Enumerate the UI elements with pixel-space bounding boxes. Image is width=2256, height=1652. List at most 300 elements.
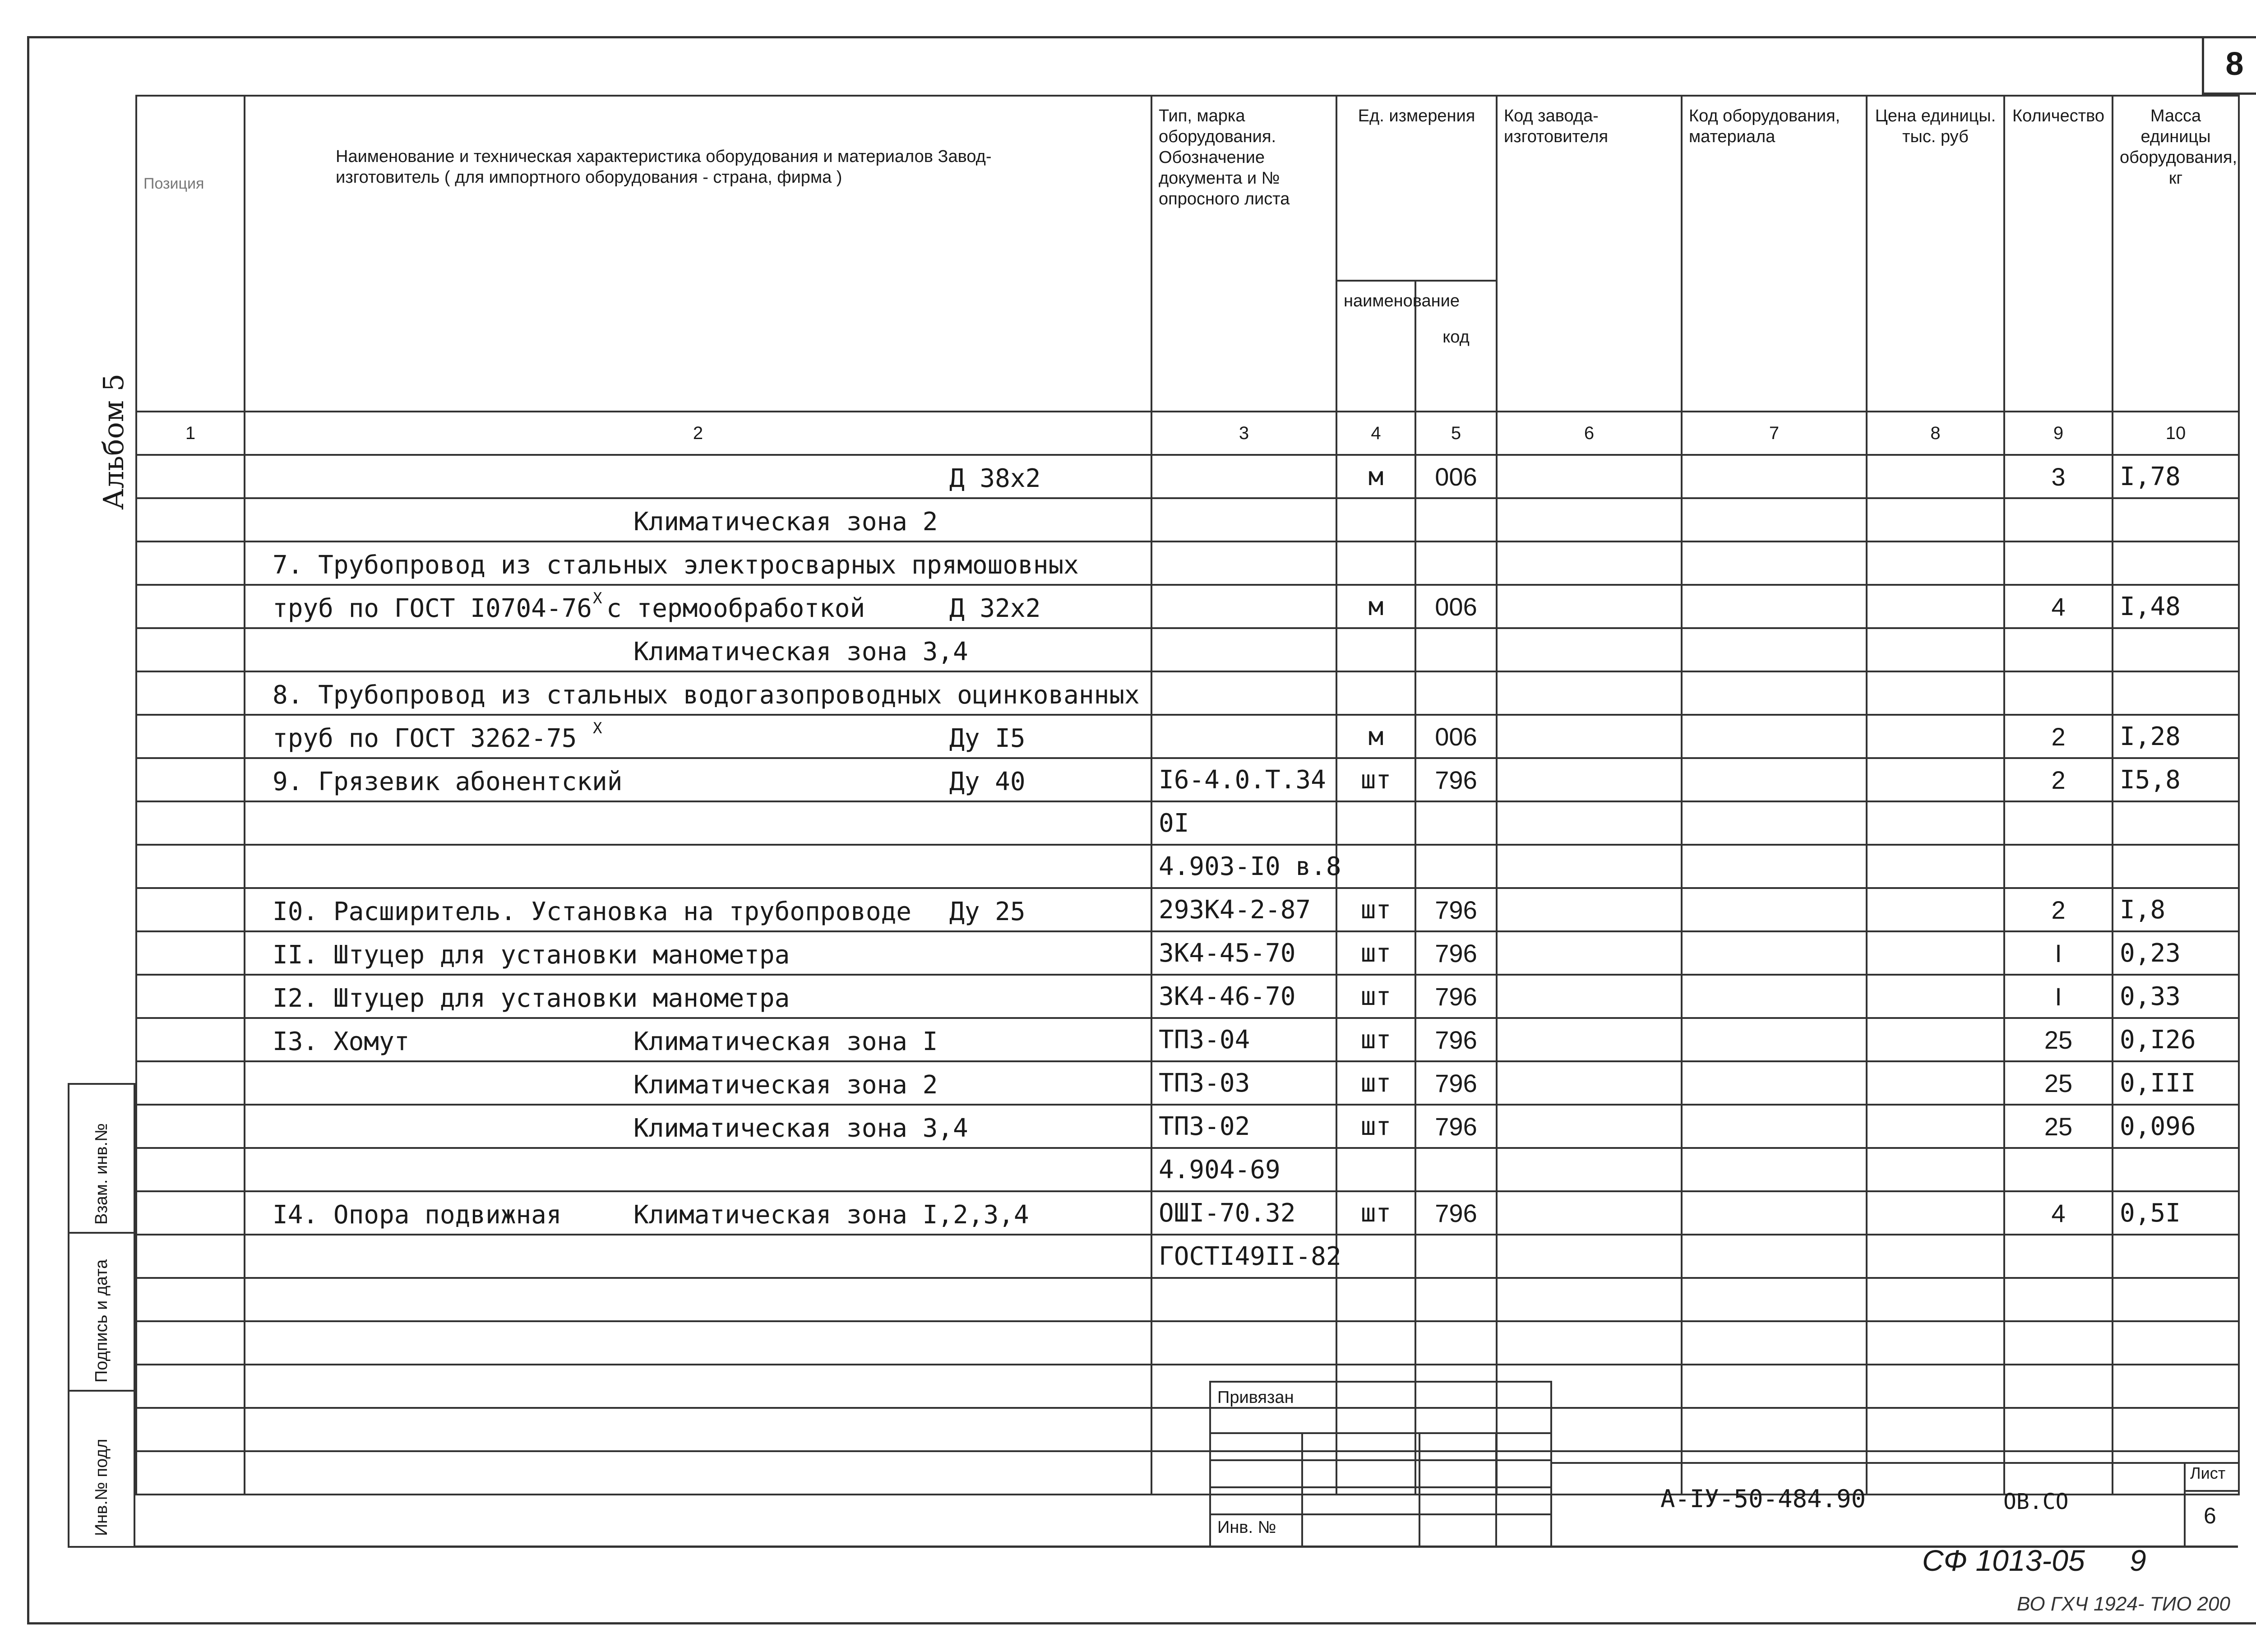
cell-mass: I,48: [2113, 585, 2239, 628]
column-number-3: 3: [1151, 412, 1336, 455]
cell-manufacturer-code: [1497, 671, 1682, 715]
cell-unit-code: [1415, 1278, 1497, 1321]
cell-unit-name: [1336, 1321, 1415, 1365]
cell-type: 3К4-46-70: [1151, 975, 1336, 1018]
cell-name: [245, 1148, 1151, 1191]
cell-unit-name: [1336, 1278, 1415, 1321]
cell-name: [245, 888, 1151, 931]
cell-type: [1151, 455, 1336, 498]
cell-position: [136, 1278, 245, 1321]
cell-position: [136, 845, 245, 888]
cell-manufacturer-code: [1497, 758, 1682, 801]
cell-mass: [2113, 498, 2239, 541]
cell-quantity: [2004, 541, 2113, 585]
cell-mass: [2113, 845, 2239, 888]
cell-price: [1867, 1191, 2004, 1235]
cell-quantity: [2004, 498, 2113, 541]
specification-table: [135, 95, 2238, 1367]
name-size: Ду 40: [949, 767, 1026, 796]
column-number-9: 9: [2004, 412, 2113, 455]
cell-type: [1151, 1321, 1336, 1365]
attached-divider: [1419, 1432, 1420, 1546]
cell-equipment-code: [1682, 628, 1867, 671]
cell-equipment-code: [1682, 931, 1867, 975]
sheet-divider: [2186, 1490, 2238, 1492]
cell-position: [136, 1191, 245, 1235]
cell-manufacturer-code: [1497, 1148, 1682, 1191]
cell-price: [1867, 801, 2004, 845]
cell-unit-code: [1415, 1321, 1497, 1365]
cell-type: 3К4-45-70: [1151, 931, 1336, 975]
name-text: труб по ГОСТ I0704-76: [273, 594, 592, 623]
cell-position: [136, 801, 245, 845]
cell-mass: I5,8: [2113, 758, 2239, 801]
attached-divider: [1301, 1432, 1303, 1546]
table-row: [136, 1148, 2239, 1191]
name-text: 9. Грязевик абонентский: [273, 767, 623, 796]
cell-manufacturer-code: [1497, 585, 1682, 628]
cell-equipment-code: [1682, 1191, 1867, 1235]
cell-unit-code: 796: [1415, 1191, 1497, 1235]
title-block: [135, 1367, 2238, 1548]
handwritten-code-2: ВО ГХЧ 1924- ТИО 200: [2017, 1593, 2230, 1615]
cell-price: [1867, 628, 2004, 671]
cell-name: [245, 1105, 1151, 1148]
column-number-4: 4: [1336, 412, 1415, 455]
cell-quantity: 25: [2004, 1061, 2113, 1105]
cell-unit-code: [1415, 1148, 1497, 1191]
cell-unit-name: [1336, 628, 1415, 671]
cell-name: [245, 585, 1151, 628]
table-row: [136, 1061, 2239, 1105]
header-equipment-code: Код оборудования, материала: [1682, 96, 1867, 412]
cell-manufacturer-code: [1497, 541, 1682, 585]
cell-unit-code: [1415, 1235, 1497, 1278]
cell-unit-code: [1415, 541, 1497, 585]
cell-name: [245, 1191, 1151, 1235]
cell-mass: 0,33: [2113, 975, 2239, 1018]
name-text: II. Штуцер для установки манометра: [273, 940, 790, 970]
table-row: [136, 801, 2239, 845]
sheet-value: 6: [2204, 1503, 2216, 1528]
name-zone: Климатическая зона 2: [633, 1070, 938, 1100]
cell-name: [245, 1235, 1151, 1278]
cell-position: [136, 455, 245, 498]
column-number-2: 2: [245, 412, 1151, 455]
table-row: [136, 975, 2239, 1018]
cell-manufacturer-code: [1497, 1321, 1682, 1365]
cell-equipment-code: [1682, 758, 1867, 801]
sheet-box: [2184, 1462, 2238, 1548]
cell-price: [1867, 1148, 2004, 1191]
cell-unit-name: [1336, 1148, 1415, 1191]
table-row: [136, 541, 2239, 585]
table-row: [136, 1321, 2239, 1365]
column-number-8: 8: [1867, 412, 2004, 455]
cell-name: [245, 541, 1151, 585]
cell-price: [1867, 931, 2004, 975]
column-number-5: 5: [1415, 412, 1497, 455]
table-row: [136, 671, 2239, 715]
cell-position: [136, 1061, 245, 1105]
cell-mass: [2113, 801, 2239, 845]
cell-unit-name: м: [1336, 455, 1415, 498]
table-row: [136, 455, 2239, 498]
cell-mass: [2113, 1148, 2239, 1191]
cell-equipment-code: [1682, 541, 1867, 585]
cell-position: [136, 888, 245, 931]
cell-quantity: [2004, 1148, 2113, 1191]
cell-unit-name: шт: [1336, 931, 1415, 975]
cell-equipment-code: [1682, 1235, 1867, 1278]
name-size: Ду 25: [949, 897, 1026, 926]
cell-position: [136, 975, 245, 1018]
header-unit-group: Ед. измерения: [1336, 96, 1497, 281]
cell-name: [245, 975, 1151, 1018]
cell-quantity: [2004, 845, 2113, 888]
cell-mass: [2113, 1321, 2239, 1365]
cell-quantity: I: [2004, 975, 2113, 1018]
cell-quantity: [2004, 1321, 2113, 1365]
cell-mass: 0,5I: [2113, 1191, 2239, 1235]
cell-equipment-code: [1682, 1018, 1867, 1061]
stamp-podpis-label: Подпись и дата: [92, 1259, 111, 1383]
cell-price: [1867, 1061, 2004, 1105]
cell-equipment-code: [1682, 801, 1867, 845]
cell-unit-code: 796: [1415, 931, 1497, 975]
title-block-divider: [1552, 1462, 2238, 1464]
cell-equipment-code: [1682, 845, 1867, 888]
name-zone: Климатическая зона 3,4: [633, 1114, 968, 1143]
cell-mass: [2113, 1278, 2239, 1321]
header-position: Позиция: [136, 96, 245, 412]
cell-manufacturer-code: [1497, 888, 1682, 931]
cell-price: [1867, 1105, 2004, 1148]
cell-manufacturer-code: [1497, 715, 1682, 758]
cell-name: [245, 1061, 1151, 1105]
cell-mass: I,78: [2113, 455, 2239, 498]
cell-type: ТП3-04: [1151, 1018, 1336, 1061]
cell-manufacturer-code: [1497, 1278, 1682, 1321]
table-row: [136, 1018, 2239, 1061]
cell-unit-name: шт: [1336, 888, 1415, 931]
cell-mass: 0,I26: [2113, 1018, 2239, 1061]
attached-divider: [1211, 1486, 1550, 1488]
cell-unit-name: м: [1336, 585, 1415, 628]
cell-quantity: 25: [2004, 1105, 2113, 1148]
name-zone: Климатическая зона 2: [633, 507, 938, 537]
cell-unit-name: [1336, 845, 1415, 888]
name-size: Д 38х2: [949, 464, 1041, 493]
cell-unit-code: 796: [1415, 975, 1497, 1018]
cell-unit-name: [1336, 541, 1415, 585]
sheet-number-tab: 8: [2202, 36, 2256, 95]
cell-price: [1867, 541, 2004, 585]
cell-mass: 0,096: [2113, 1105, 2239, 1148]
name-zone: Климатическая зона 3,4: [633, 637, 968, 666]
cell-equipment-code: [1682, 1148, 1867, 1191]
column-number-10: 10: [2113, 412, 2239, 455]
cell-type: 293К4-2-87: [1151, 888, 1336, 931]
cell-manufacturer-code: [1497, 801, 1682, 845]
cell-equipment-code: [1682, 975, 1867, 1018]
cell-position: [136, 931, 245, 975]
cell-unit-code: [1415, 671, 1497, 715]
cell-equipment-code: [1682, 715, 1867, 758]
cell-unit-name: [1336, 498, 1415, 541]
cell-unit-name: [1336, 801, 1415, 845]
cell-unit-code: 796: [1415, 888, 1497, 931]
name-size: Д 32х2: [949, 594, 1041, 623]
column-number-7: 7: [1682, 412, 1867, 455]
cell-quantity: [2004, 671, 2113, 715]
cell-name: [245, 845, 1151, 888]
name-suffix: с термообработкой: [606, 594, 865, 623]
cell-mass: [2113, 628, 2239, 671]
cell-unit-name: м: [1336, 715, 1415, 758]
cell-mass: 0,23: [2113, 931, 2239, 975]
table-row: [136, 498, 2239, 541]
cell-quantity: [2004, 1278, 2113, 1321]
left-stamp: [68, 1083, 135, 1548]
cell-position: [136, 758, 245, 801]
cell-unit-code: 796: [1415, 1061, 1497, 1105]
attached-divider: [1495, 1432, 1497, 1546]
cell-position: [136, 1321, 245, 1365]
cell-unit-name: шт: [1336, 1105, 1415, 1148]
cell-manufacturer-code: [1497, 455, 1682, 498]
cell-price: [1867, 1278, 2004, 1321]
cell-equipment-code: [1682, 498, 1867, 541]
cell-name: [245, 498, 1151, 541]
cell-unit-code: 796: [1415, 1018, 1497, 1061]
cell-name: [245, 628, 1151, 671]
table-row: [136, 1235, 2239, 1278]
name-text: 7. Трубопровод из стальных электросварных прямошовных: [273, 551, 1079, 580]
cell-name: [245, 671, 1151, 715]
cell-name: [245, 1278, 1151, 1321]
album-label: Альбом 5: [97, 373, 130, 510]
cell-name: [245, 931, 1151, 975]
header-quantity: Количество: [2004, 96, 2113, 412]
attached-label: Привязан: [1217, 1388, 1294, 1407]
cell-price: [1867, 585, 2004, 628]
name-text: труб по ГОСТ 3262-75: [273, 724, 577, 753]
cell-manufacturer-code: [1497, 1061, 1682, 1105]
cell-unit-code: 796: [1415, 758, 1497, 801]
cell-manufacturer-code: [1497, 931, 1682, 975]
cell-equipment-code: [1682, 1321, 1867, 1365]
table-row: [136, 585, 2239, 628]
cell-manufacturer-code: [1497, 975, 1682, 1018]
cell-mass: I,28: [2113, 715, 2239, 758]
cell-type: [1151, 498, 1336, 541]
cell-mass: I,8: [2113, 888, 2239, 931]
cell-type: 4.903-I0 в.8: [1151, 845, 1336, 888]
cell-position: [136, 671, 245, 715]
cell-type: [1151, 671, 1336, 715]
cell-unit-code: [1415, 628, 1497, 671]
cell-price: [1867, 455, 2004, 498]
header-manufacturer-code: Код завода-изготовителя: [1497, 96, 1682, 412]
cell-quantity: 4: [2004, 585, 2113, 628]
cell-price: [1867, 758, 2004, 801]
sheet-label: Лист: [2190, 1464, 2226, 1482]
column-numbers-row: [136, 412, 2239, 455]
attached-divider: [1211, 1459, 1550, 1461]
cell-unit-name: шт: [1336, 1018, 1415, 1061]
header-unit-code: код: [1415, 281, 1497, 412]
cell-quantity: 4: [2004, 1191, 2113, 1235]
cell-equipment-code: [1682, 455, 1867, 498]
cell-position: [136, 1105, 245, 1148]
cell-position: [136, 1018, 245, 1061]
cell-manufacturer-code: [1497, 845, 1682, 888]
cell-type: [1151, 541, 1336, 585]
table-row: [136, 931, 2239, 975]
table-row: [136, 888, 2239, 931]
cell-quantity: 2: [2004, 758, 2113, 801]
table-row: [136, 845, 2239, 888]
cell-equipment-code: [1682, 1061, 1867, 1105]
cell-position: [136, 628, 245, 671]
attached-block: [1209, 1381, 1552, 1548]
attached-divider: [1211, 1513, 1550, 1515]
cell-unit-name: шт: [1336, 1191, 1415, 1235]
cell-price: [1867, 1235, 2004, 1278]
cell-manufacturer-code: [1497, 628, 1682, 671]
cell-name: [245, 801, 1151, 845]
table-row: [136, 715, 2239, 758]
cell-equipment-code: [1682, 1105, 1867, 1148]
cell-price: [1867, 671, 2004, 715]
cell-unit-code: 006: [1415, 715, 1497, 758]
cell-name: [245, 455, 1151, 498]
cell-unit-name: [1336, 1235, 1415, 1278]
stamp-invpodl-cell: [69, 1392, 134, 1546]
cell-type: 0I: [1151, 801, 1336, 845]
cell-equipment-code: [1682, 888, 1867, 931]
cell-name: [245, 1321, 1151, 1365]
cell-unit-code: 796: [1415, 1105, 1497, 1148]
name-superscript: X: [593, 719, 602, 737]
cell-unit-name: шт: [1336, 1061, 1415, 1105]
cell-manufacturer-code: [1497, 498, 1682, 541]
table-row: [136, 758, 2239, 801]
cell-equipment-code: [1682, 1278, 1867, 1321]
cell-mass: [2113, 671, 2239, 715]
name-zone: Климатическая зона I: [633, 1027, 938, 1056]
cell-price: [1867, 1321, 2004, 1365]
cell-quantity: [2004, 628, 2113, 671]
cell-price: [1867, 845, 2004, 888]
cell-price: [1867, 975, 2004, 1018]
cell-unit-code: 006: [1415, 455, 1497, 498]
cell-quantity: 3: [2004, 455, 2113, 498]
document-code: А-IУ-50-484.90: [1660, 1485, 1866, 1513]
name-text: I3. Хомут: [273, 1027, 410, 1056]
header-unit-price: Цена единицы. тыс. руб: [1867, 96, 2004, 412]
cell-manufacturer-code: [1497, 1235, 1682, 1278]
name-text: I4. Опора подвижная: [273, 1200, 562, 1230]
cell-unit-name: [1336, 671, 1415, 715]
cell-quantity: 2: [2004, 888, 2113, 931]
cell-price: [1867, 1018, 2004, 1061]
stamp-vzam-cell: [69, 1085, 134, 1234]
cell-mass: 0,III: [2113, 1061, 2239, 1105]
cell-name: [245, 715, 1151, 758]
cell-unit-name: шт: [1336, 975, 1415, 1018]
handwritten-page: 9: [2130, 1544, 2146, 1577]
table-row: [136, 1105, 2239, 1148]
cell-unit-code: [1415, 845, 1497, 888]
cell-manufacturer-code: [1497, 1105, 1682, 1148]
cell-price: [1867, 498, 2004, 541]
cell-manufacturer-code: [1497, 1018, 1682, 1061]
stamp-podpis-cell: [69, 1234, 134, 1392]
handwritten-code-1: СФ 1013-05: [1922, 1544, 2085, 1577]
cell-type: ОШI-70.32: [1151, 1191, 1336, 1235]
name-size: Ду I5: [949, 724, 1026, 753]
cell-quantity: I: [2004, 931, 2113, 975]
header-unit-name: наименование: [1336, 281, 1415, 412]
cell-unit-name: шт: [1336, 758, 1415, 801]
cell-type: [1151, 628, 1336, 671]
cell-unit-code: 006: [1415, 585, 1497, 628]
cell-quantity: [2004, 1235, 2113, 1278]
cell-type: ТП3-02: [1151, 1105, 1336, 1148]
name-text: 8. Трубопровод из стальных водогазопроводных оцинкованных: [273, 680, 1140, 710]
cell-position: [136, 498, 245, 541]
cell-manufacturer-code: [1497, 1191, 1682, 1235]
cell-type: [1151, 1278, 1336, 1321]
name-zone: Климатическая зона I,2,3,4: [633, 1200, 1029, 1230]
cell-mass: [2113, 541, 2239, 585]
cell-type: [1151, 585, 1336, 628]
cell-quantity: 25: [2004, 1018, 2113, 1061]
cell-mass: [2113, 1235, 2239, 1278]
stamp-invpodl-label: Инв.№ подл: [92, 1439, 111, 1536]
cell-name: [245, 758, 1151, 801]
cell-quantity: [2004, 801, 2113, 845]
cell-equipment-code: [1682, 671, 1867, 715]
cell-name: [245, 1018, 1151, 1061]
name-text: I2. Штуцер для установки манометра: [273, 984, 790, 1013]
table-row: [136, 1191, 2239, 1235]
stamp-vzam-label: Взам. инв.№: [92, 1123, 111, 1225]
header-name: Наименование и техническая характеристика оборудования и материалов Завод-изготовитель ( для импортного оборудования - страна, фирма ): [245, 96, 1151, 412]
cell-equipment-code: [1682, 585, 1867, 628]
cell-type: 4.904-69: [1151, 1148, 1336, 1191]
table-row: [136, 1278, 2239, 1321]
cell-unit-code: [1415, 498, 1497, 541]
column-number-6: 6: [1497, 412, 1682, 455]
header-unit-mass: Масса единицы оборудования, кг: [2113, 96, 2239, 412]
cell-price: [1867, 888, 2004, 931]
cell-type: [1151, 715, 1336, 758]
attached-divider: [1211, 1432, 1550, 1434]
header-type: Тип, марка оборудования. Обозначение документа и № опросного листа: [1151, 96, 1336, 412]
cell-position: [136, 585, 245, 628]
cell-type: ГОСТI49II-82: [1151, 1235, 1336, 1278]
cell-quantity: 2: [2004, 715, 2113, 758]
name-superscript: X: [593, 589, 602, 607]
cell-position: [136, 1148, 245, 1191]
cell-position: [136, 715, 245, 758]
table-row: [136, 628, 2239, 671]
section-code: ОВ.СО: [2003, 1489, 2069, 1514]
cell-unit-code: [1415, 801, 1497, 845]
